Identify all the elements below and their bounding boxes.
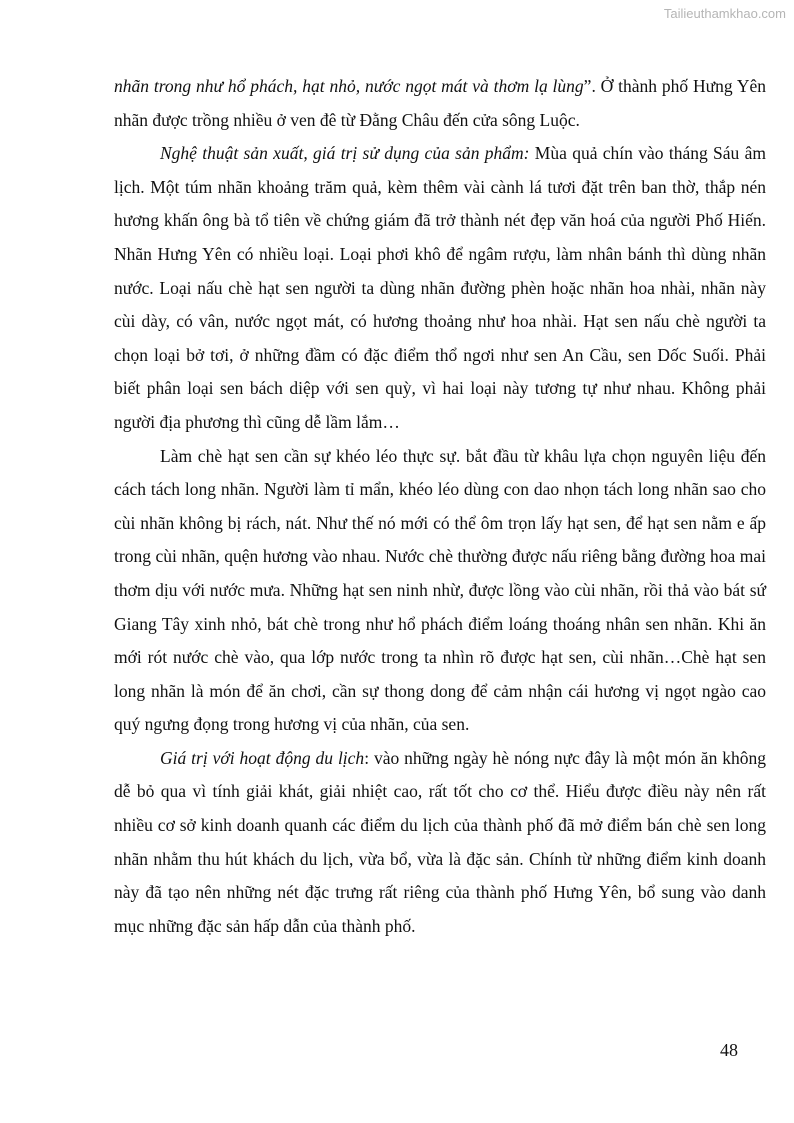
paragraph-3: [114, 440, 766, 742]
paragraph-4-italic: Giá trị với hoạt động du lịch: [160, 747, 365, 768]
paragraph-3-text: Làm chè hạt sen cần sự khéo léo thực sự. bắt đầu từ khâu lựa chọn nguyên liệu đến cách tách long nhãn. Người làm tỉ mẩn, khéo léo dùng con dao nhọn tách long nhãn sao cho cùi nhãn không bị rách, nát. Như thế nó mới có thể ôm trọn lấy hạt sen, để hạt sen nằm e ấp trong cùi nhãn, quện hương vào nhau. Nước chè thường được nấu riêng bằng đường hoa mai thơm dịu với nước mưa. Những hạt sen ninh nhừ, được lồng vào cùi nhãn, rồi thả vào bát sứ Giang Tây xinh nhỏ, bát chè trong như hổ phách điểm loáng thoáng nhân sen nhãn. Khi ăn mới rót nước chè vào, qua lớp nước trong ta nhìn rõ được hạt sen, cùi nhãn…Chè hạt sen long nhãn là món để ăn chơi, cần sự thong dong để cảm nhận cái hương vị ngọt ngào cao quý ngưng đọng trong hương vị của nhãn, của sen.: [114, 445, 766, 735]
paragraph-2-text: Mùa quả chín vào tháng Sáu âm lịch. Một túm nhãn khoảng trăm quả, kèm thêm vài cành lá tươi đặt trên ban thờ, thắp nén hương khấn ông bà tổ tiên về chứng giám đã trở thành nét đẹp văn hoá của người Phố Hiến. Nhãn Hưng Yên có nhiều loại. Loại phơi khô để ngâm rượu, làm nhân bánh thì dùng nhãn nước. Loại nấu chè hạt sen người ta dùng nhãn đường phèn hoặc nhãn hoa nhài, nhãn này cùi dày, có vân, nước ngọt mát, có hương thoảng như hoa nhài. Hạt sen nấu chè người ta chọn loại bở tơi, ở những đầm có đặc điểm thổ ngơi như sen An Cầu, sen Dốc Suối. Phải biết phân loại sen bách diệp với sen quỳ, vì hai loại này tương tự như nhau. Không phải người địa phương thì cũng dễ lầm lắm…: [114, 143, 766, 432]
paragraph-4: [114, 742, 766, 944]
paragraph-4-text: : vào những ngày hè nóng nực đây là một món ăn không dễ bỏ qua vì tính giải khát, giải nhiệt cao, rất tốt cho cơ thể. Hiểu được điều này nên rất nhiều cơ sở kinh doanh quanh các điểm du lịch của thành phố đã mở điểm bán chè sen long nhãn nhằm thu hút khách du lịch, vừa bổ, vừa là đặc sản. Chính từ những điểm kinh doanh này đã tạo nên những nét đặc trưng rất riêng của thành phố Hưng Yên, bổ sung vào danh mục những đặc sản hấp dẫn của thành phố.: [114, 747, 766, 936]
paragraph-1: [114, 70, 766, 137]
paragraph-1-text: ”. Ở thành phố Hưng Yên nhãn được trồng nhiều ở ven đê từ Đằng Châu đến cửa sông Luộc.: [114, 76, 766, 130]
page-number: 48: [720, 1040, 738, 1060]
paragraph-1-italic: nhãn trong như hổ phách, hạt nhỏ, nước ngọt mát và thơm lạ lùng: [114, 76, 584, 96]
page-body: [114, 70, 766, 943]
paragraph-2: [114, 137, 766, 439]
watermark: Tailieuthamkhao.com: [663, 6, 786, 21]
paragraph-2-italic: Nghệ thuật sản xuất, giá trị sử dụng của sản phẩm:: [160, 143, 530, 164]
